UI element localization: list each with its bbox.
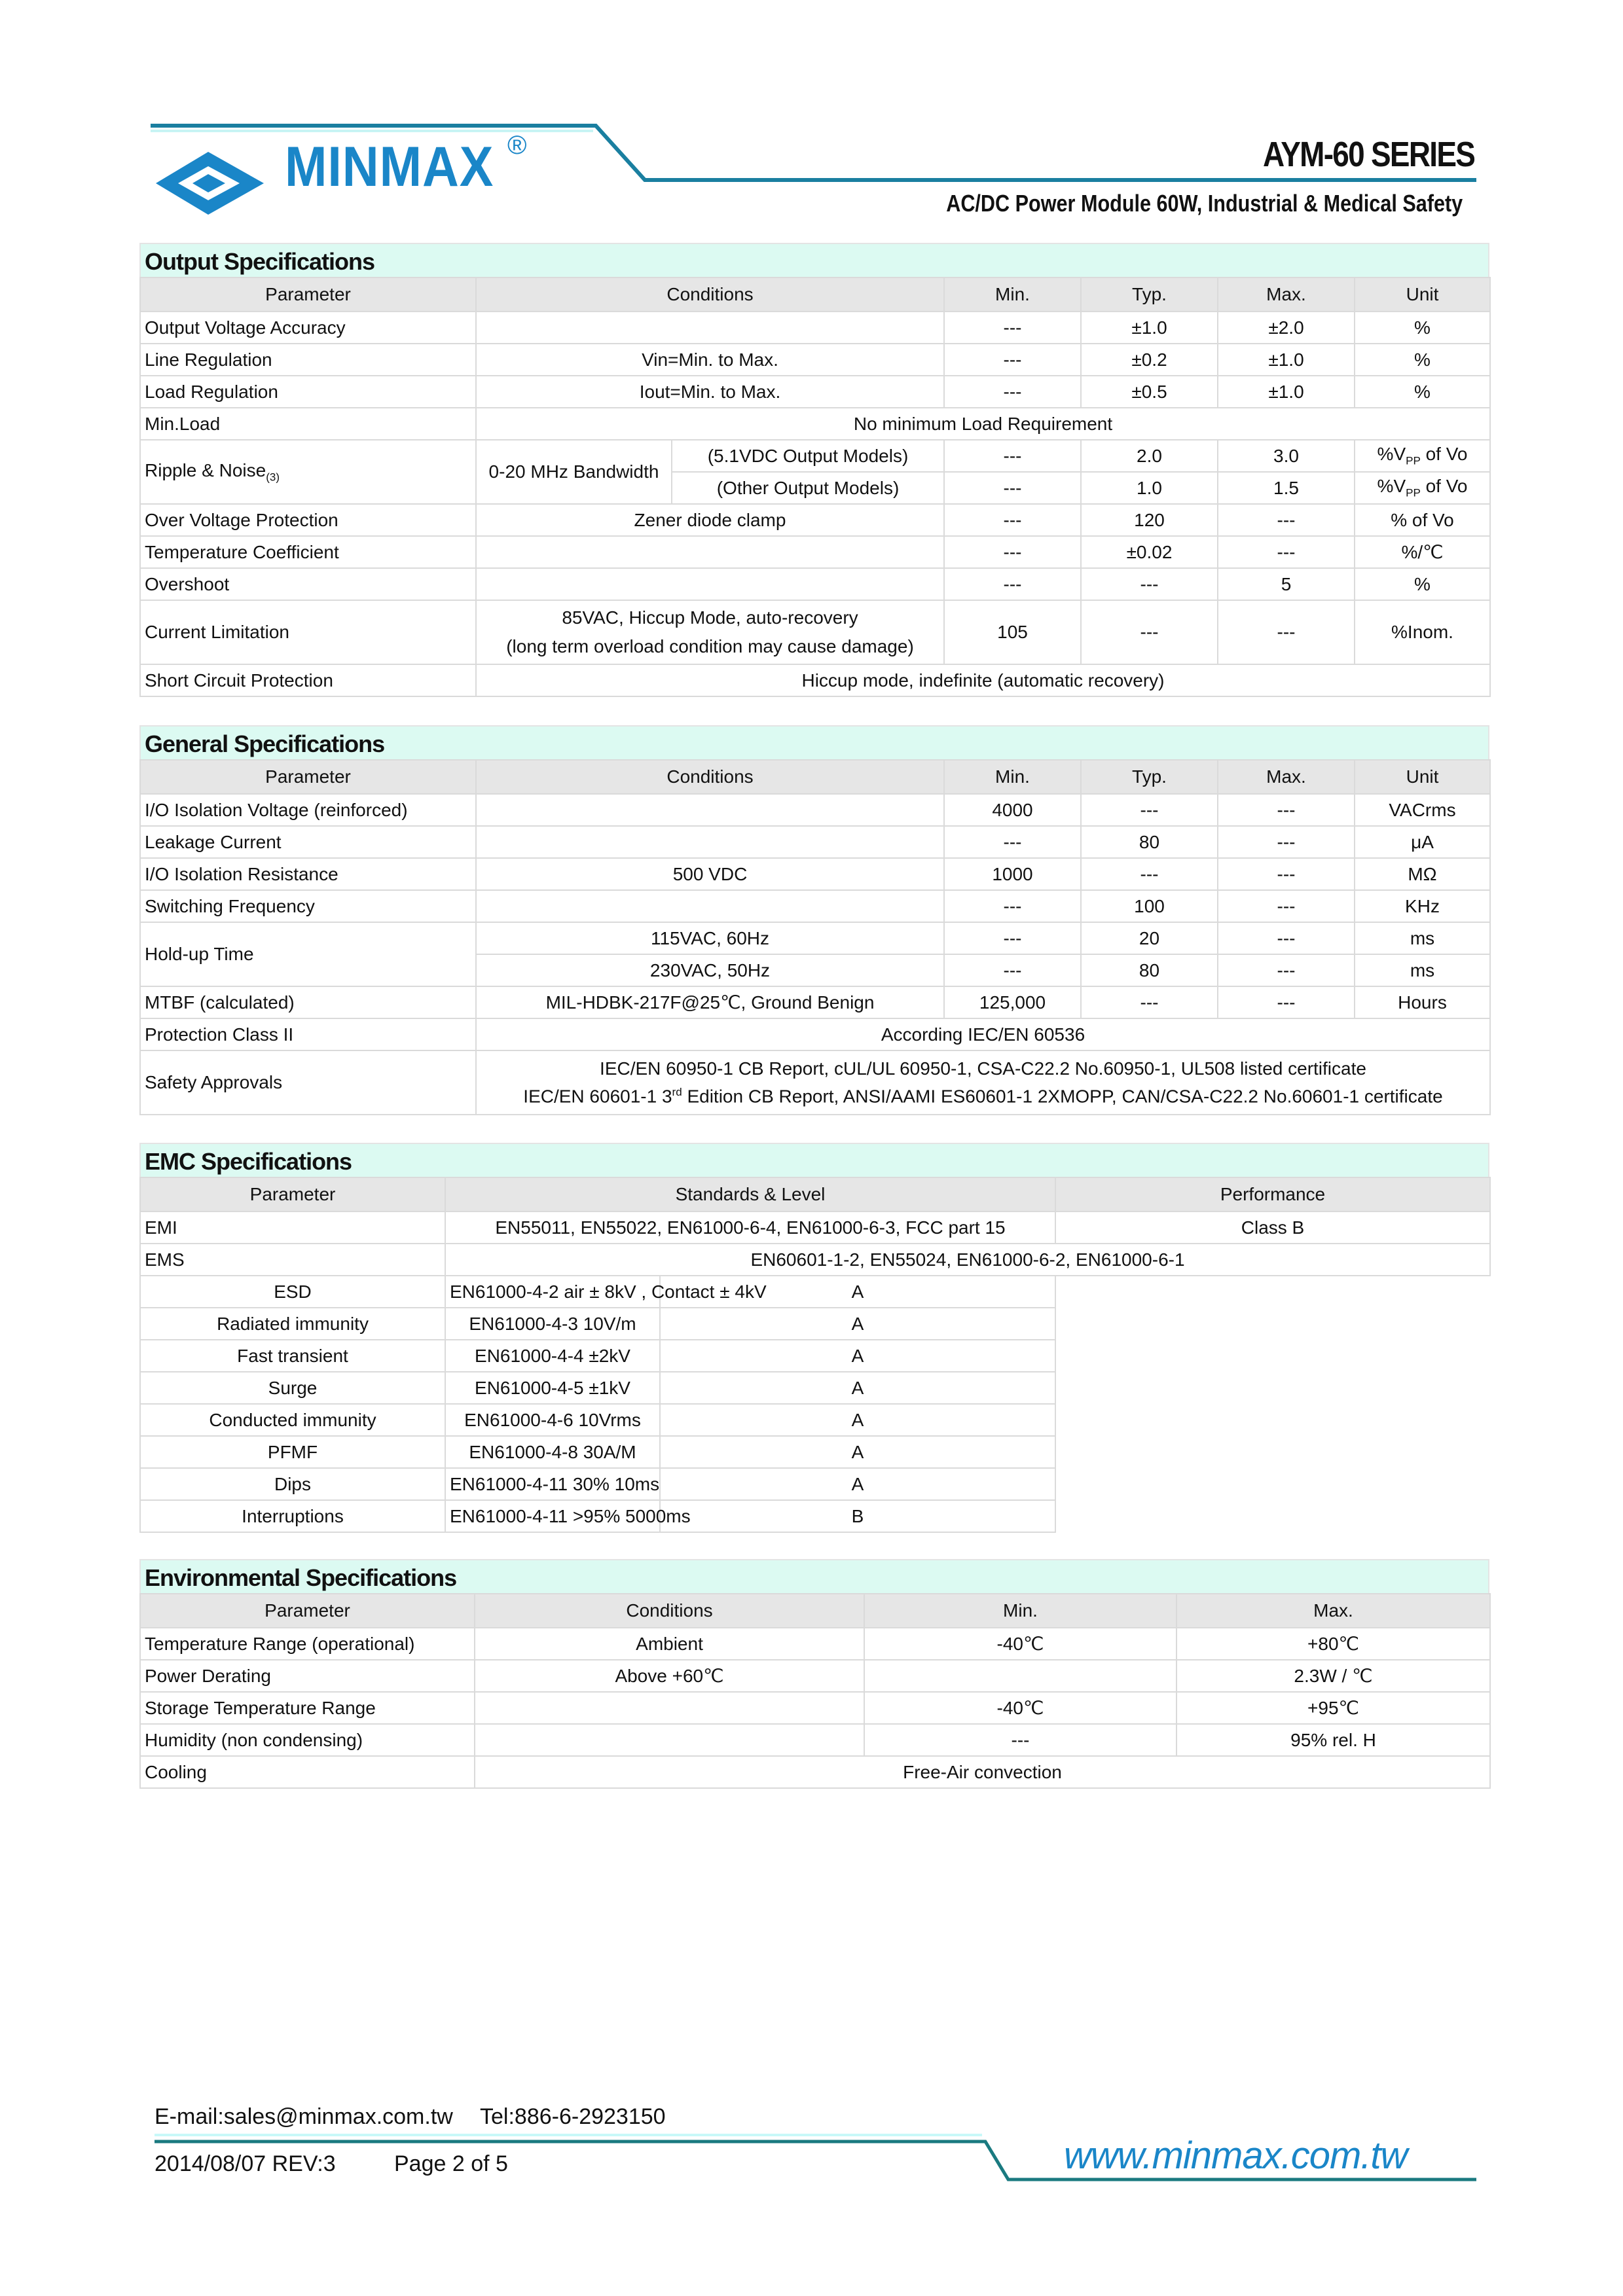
- cell: Safety Approvals: [140, 1050, 476, 1115]
- footer-date-rev: 2014/08/07 REV:3: [155, 2151, 336, 2176]
- cell: [1355, 472, 1490, 504]
- cell: ---: [944, 536, 1081, 568]
- table-row: [140, 1340, 1490, 1372]
- table-row: [140, 1244, 1490, 1276]
- cell: Protection Class II: [140, 1018, 476, 1050]
- cell: ---: [944, 504, 1081, 536]
- cell: EMS: [140, 1244, 445, 1276]
- table-row: [140, 408, 1490, 440]
- cell: [476, 536, 944, 568]
- param-label: Ripple & Noise: [145, 459, 266, 480]
- table-row: [140, 536, 1490, 568]
- cell: %: [1355, 344, 1490, 376]
- cell: 125,000: [944, 986, 1081, 1018]
- cell: 115VAC, 60Hz: [476, 922, 944, 954]
- cell: MIL-HDBK-217F@25℃, Ground Benign: [476, 986, 944, 1018]
- col-header: Parameter: [140, 1177, 445, 1211]
- cell: 80: [1081, 954, 1218, 986]
- col-header: Min.: [864, 1594, 1176, 1628]
- table-row: [140, 504, 1490, 536]
- cell: EN61000-4-11 30% 10ms: [445, 1468, 660, 1500]
- cell: A: [660, 1436, 1055, 1468]
- cell: 0-20 MHz Bandwidth: [476, 440, 672, 504]
- header-row: [140, 1177, 1490, 1211]
- cell: [475, 1724, 864, 1756]
- cell: Over Voltage Protection: [140, 504, 476, 536]
- col-header: Parameter: [140, 278, 476, 312]
- cell: %/℃: [1355, 536, 1490, 568]
- cell: According IEC/EN 60536: [476, 1018, 1490, 1050]
- cell: [476, 568, 944, 600]
- cell: 1.5: [1218, 472, 1355, 504]
- registered-mark: ®: [507, 131, 527, 160]
- cell: Iout=Min. to Max.: [476, 376, 944, 408]
- cell: ---: [1081, 600, 1218, 664]
- cell: No minimum Load Requirement: [476, 408, 1490, 440]
- cell: 230VAC, 50Hz: [476, 954, 944, 986]
- table-row: [140, 826, 1490, 858]
- footnote-ref: (3): [266, 471, 280, 484]
- col-header: Standards & Level: [445, 1177, 1055, 1211]
- footer-page-number: Page 2 of 5: [394, 2151, 508, 2176]
- cell: μA: [1355, 826, 1490, 858]
- unit: of Vo: [1420, 444, 1468, 465]
- cell: VACrms: [1355, 794, 1490, 826]
- cell: Class B: [1055, 1211, 1490, 1244]
- cell: ±2.0: [1218, 312, 1355, 344]
- cell: ---: [944, 440, 1081, 472]
- table-row: [140, 1724, 1490, 1756]
- cell: Overshoot: [140, 568, 476, 600]
- approval-line: IEC/EN 60950-1 CB Report, cUL/UL 60950-1, CSA-C22.2 No.60950-1, UL508 listed certificate: [600, 1058, 1366, 1079]
- cell: (Other Output Models): [672, 472, 944, 504]
- cell: Ambient: [475, 1628, 864, 1660]
- cell: +95℃: [1176, 1692, 1490, 1724]
- cell: 95% rel. H: [1176, 1724, 1490, 1756]
- cell: [1355, 440, 1490, 472]
- cell: ---: [1218, 954, 1355, 986]
- cell: [475, 1692, 864, 1724]
- table-row: [140, 1660, 1490, 1692]
- cell: -40℃: [864, 1628, 1176, 1660]
- cell: EN60601-1-2, EN55024, EN61000-6-2, EN61000-6-1: [445, 1244, 1490, 1276]
- cell: ---: [944, 890, 1081, 922]
- cell: EN61000-4-4 ±2kV: [445, 1340, 660, 1372]
- unit-sub: PP: [1406, 486, 1421, 499]
- cell: Vin=Min. to Max.: [476, 344, 944, 376]
- cell: Hours: [1355, 986, 1490, 1018]
- header-row: [140, 1594, 1490, 1628]
- cell: Load Regulation: [140, 376, 476, 408]
- cell: I/O Isolation Voltage (reinforced): [140, 794, 476, 826]
- emc-specifications: [139, 1143, 1489, 1533]
- cell: PFMF: [140, 1436, 445, 1468]
- footer-email[interactable]: E-mail:sales@minmax.com.tw: [155, 2104, 453, 2129]
- table-row: [140, 1692, 1490, 1724]
- output-table: [139, 277, 1491, 697]
- cell: %: [1355, 312, 1490, 344]
- cell: EN61000-4-3 10V/m: [445, 1308, 660, 1340]
- table-row: [140, 1211, 1490, 1244]
- cell: EN61000-4-6 10Vrms: [445, 1404, 660, 1436]
- table-row: [140, 1436, 1490, 1468]
- minmax-logo-icon: [156, 152, 264, 215]
- ordinal-suffix: rd: [672, 1085, 682, 1098]
- table-row: [140, 922, 1490, 954]
- cell: ---: [864, 1724, 1176, 1756]
- cell: Humidity (non condensing): [140, 1724, 475, 1756]
- cell: Temperature Range (operational): [140, 1628, 475, 1660]
- cell: MΩ: [1355, 858, 1490, 890]
- cell: EN55011, EN55022, EN61000-6-4, EN61000-6-3, FCC part 15: [445, 1211, 1055, 1244]
- cell: Current Limitation: [140, 600, 476, 664]
- cell: ---: [1081, 986, 1218, 1018]
- table-row: [140, 1404, 1490, 1436]
- cell: ---: [1218, 922, 1355, 954]
- cell: ±1.0: [1081, 312, 1218, 344]
- cell: EN61000-4-2 air ± 8kV , Contact ± 4kV: [445, 1276, 660, 1308]
- section-title: Environmental Specifications: [139, 1559, 1489, 1593]
- cell: 120: [1081, 504, 1218, 536]
- cell: ---: [944, 472, 1081, 504]
- cell: ±0.02: [1081, 536, 1218, 568]
- cell: ---: [944, 826, 1081, 858]
- col-header: Max.: [1218, 760, 1355, 794]
- cell: [864, 1660, 1176, 1692]
- cell: ---: [1218, 504, 1355, 536]
- cell: Line Regulation: [140, 344, 476, 376]
- cell: ---: [1081, 858, 1218, 890]
- cell: A: [660, 1340, 1055, 1372]
- cell: Short Circuit Protection: [140, 664, 476, 696]
- cell: 500 VDC: [476, 858, 944, 890]
- cell: Above +60℃: [475, 1660, 864, 1692]
- col-header: Conditions: [476, 278, 944, 312]
- col-header: Max.: [1218, 278, 1355, 312]
- col-header: Typ.: [1081, 760, 1218, 794]
- cell: Hiccup mode, indefinite (automatic recovery): [476, 664, 1490, 696]
- cell: 3.0: [1218, 440, 1355, 472]
- cell: ±0.2: [1081, 344, 1218, 376]
- cell: ---: [944, 376, 1081, 408]
- cell: ---: [1218, 794, 1355, 826]
- cell: ---: [1081, 568, 1218, 600]
- table-row: [140, 1276, 1490, 1308]
- table-row: [140, 440, 1490, 472]
- series-title: AYM-60 SERIES: [1262, 135, 1474, 174]
- cell: ---: [1218, 826, 1355, 858]
- cell: A: [660, 1308, 1055, 1340]
- cell: ms: [1355, 922, 1490, 954]
- condition-line: 85VAC, Hiccup Mode, auto-recovery: [562, 607, 858, 628]
- table-row: [140, 986, 1490, 1018]
- cell: ---: [1081, 794, 1218, 826]
- cell: ---: [1218, 600, 1355, 664]
- cell: Leakage Current: [140, 826, 476, 858]
- cell: ±0.5: [1081, 376, 1218, 408]
- section-title: Output Specifications: [139, 243, 1489, 277]
- cell: KHz: [1355, 890, 1490, 922]
- cell: -40℃: [864, 1692, 1176, 1724]
- table-row: [140, 1308, 1490, 1340]
- cell: A: [660, 1468, 1055, 1500]
- approval-text: Edition CB Report, ANSI/AAMI ES60601-1 2XMOPP, CAN/CSA-C22.2 No.60601-1 certificate: [682, 1086, 1443, 1107]
- cell: EN61000-4-11 >95% 5000ms: [445, 1500, 660, 1532]
- col-header: Unit: [1355, 278, 1490, 312]
- col-header: Parameter: [140, 1594, 475, 1628]
- cell: 5: [1218, 568, 1355, 600]
- cell: Storage Temperature Range: [140, 1692, 475, 1724]
- cell: Cooling: [140, 1756, 475, 1788]
- general-specifications: [139, 725, 1489, 1115]
- cell: ---: [944, 344, 1081, 376]
- cell: Interruptions: [140, 1500, 445, 1532]
- cell: 2.0: [1081, 440, 1218, 472]
- cell: A: [660, 1404, 1055, 1436]
- product-subtitle: AC/DC Power Module 60W, Industrial & Medical Safety: [946, 190, 1463, 217]
- cell: Radiated immunity: [140, 1308, 445, 1340]
- cell: ---: [1218, 890, 1355, 922]
- cell: Dips: [140, 1468, 445, 1500]
- table-row: [140, 1628, 1490, 1660]
- cell: 1000: [944, 858, 1081, 890]
- cell: 100: [1081, 890, 1218, 922]
- cell: Zener diode clamp: [476, 504, 944, 536]
- cell: 20: [1081, 922, 1218, 954]
- cell: (5.1VDC Output Models): [672, 440, 944, 472]
- table-row: [140, 1018, 1490, 1050]
- cell: 1.0: [1081, 472, 1218, 504]
- table-row: [140, 1372, 1490, 1404]
- cell: Temperature Coefficient: [140, 536, 476, 568]
- cell: 80: [1081, 826, 1218, 858]
- col-header: Max.: [1176, 1594, 1490, 1628]
- cell: [476, 826, 944, 858]
- table-row: [140, 890, 1490, 922]
- table-row: [140, 1050, 1490, 1115]
- col-header: Unit: [1355, 760, 1490, 794]
- cell: [476, 890, 944, 922]
- cell: [476, 600, 944, 664]
- cell: Output Voltage Accuracy: [140, 312, 476, 344]
- cell: [476, 794, 944, 826]
- table-row: [140, 312, 1490, 344]
- cell: ---: [944, 312, 1081, 344]
- col-header: Typ.: [1081, 278, 1218, 312]
- footer-tel: Tel:886-6-2923150: [480, 2104, 666, 2129]
- emc-table: [139, 1177, 1491, 1533]
- header-row: [140, 760, 1490, 794]
- cell: 105: [944, 600, 1081, 664]
- table-row: [140, 1500, 1490, 1532]
- table-row: [140, 568, 1490, 600]
- table-row: [140, 376, 1490, 408]
- unit: of Vo: [1420, 476, 1468, 497]
- approval-text: IEC/EN 60601-1 3: [523, 1086, 672, 1107]
- cell: MTBF (calculated): [140, 986, 476, 1018]
- condition-line: (long term overload condition may cause damage): [506, 636, 914, 656]
- section-title: General Specifications: [139, 725, 1489, 759]
- col-header: Conditions: [476, 760, 944, 794]
- cell: ---: [944, 954, 1081, 986]
- table-row: [140, 664, 1490, 696]
- cell: A: [660, 1276, 1055, 1308]
- table-row: [140, 600, 1490, 664]
- cell: ±1.0: [1218, 344, 1355, 376]
- unit-sub: PP: [1406, 454, 1421, 467]
- table-row: [140, 858, 1490, 890]
- cell: % of Vo: [1355, 504, 1490, 536]
- col-header: Min.: [944, 760, 1081, 794]
- cell: [140, 440, 476, 504]
- col-header: Conditions: [475, 1594, 864, 1628]
- output-specifications: [139, 243, 1489, 697]
- approval-line: [481, 1086, 1486, 1107]
- unit: %V: [1377, 444, 1406, 465]
- cell: B: [660, 1500, 1055, 1532]
- table-row: [140, 794, 1490, 826]
- cell: ±1.0: [1218, 376, 1355, 408]
- cell: ESD: [140, 1276, 445, 1308]
- cell: Switching Frequency: [140, 890, 476, 922]
- cell: Min.Load: [140, 408, 476, 440]
- col-header: Min.: [944, 278, 1081, 312]
- section-title: EMC Specifications: [139, 1143, 1489, 1177]
- brand-logo-text: MINMAX: [285, 135, 494, 198]
- cell: Free-Air convection: [475, 1756, 1490, 1788]
- col-header: Parameter: [140, 760, 476, 794]
- cell: EN61000-4-5 ±1kV: [445, 1372, 660, 1404]
- environmental-table: [139, 1593, 1491, 1789]
- table-row: [140, 344, 1490, 376]
- cell: A: [660, 1372, 1055, 1404]
- cell: +80℃: [1176, 1628, 1490, 1660]
- cell: Power Derating: [140, 1660, 475, 1692]
- cell: Hold-up Time: [140, 922, 476, 986]
- website-link[interactable]: www.minmax.com.tw: [1064, 2134, 1408, 2177]
- unit: %V: [1377, 476, 1406, 497]
- cell: 2.3W / ℃: [1176, 1660, 1490, 1692]
- table-row: [140, 1756, 1490, 1788]
- cell: ---: [1218, 536, 1355, 568]
- environmental-specifications: [139, 1559, 1489, 1789]
- cell: [476, 312, 944, 344]
- cell: Conducted immunity: [140, 1404, 445, 1436]
- header-row: [140, 278, 1490, 312]
- table-row: [140, 1468, 1490, 1500]
- cell: %: [1355, 568, 1490, 600]
- cell: ---: [944, 568, 1081, 600]
- general-table: [139, 759, 1491, 1115]
- cell: [476, 1050, 1490, 1115]
- col-header: Performance: [1055, 1177, 1490, 1211]
- cell: ---: [1218, 858, 1355, 890]
- cell: ---: [944, 922, 1081, 954]
- cell: EN61000-4-8 30A/M: [445, 1436, 660, 1468]
- cell: %Inom.: [1355, 600, 1490, 664]
- cell: ms: [1355, 954, 1490, 986]
- cell: ---: [1218, 986, 1355, 1018]
- cell: I/O Isolation Resistance: [140, 858, 476, 890]
- cell: EMI: [140, 1211, 445, 1244]
- cell: Surge: [140, 1372, 445, 1404]
- cell: Fast transient: [140, 1340, 445, 1372]
- cell: 4000: [944, 794, 1081, 826]
- cell: %: [1355, 376, 1490, 408]
